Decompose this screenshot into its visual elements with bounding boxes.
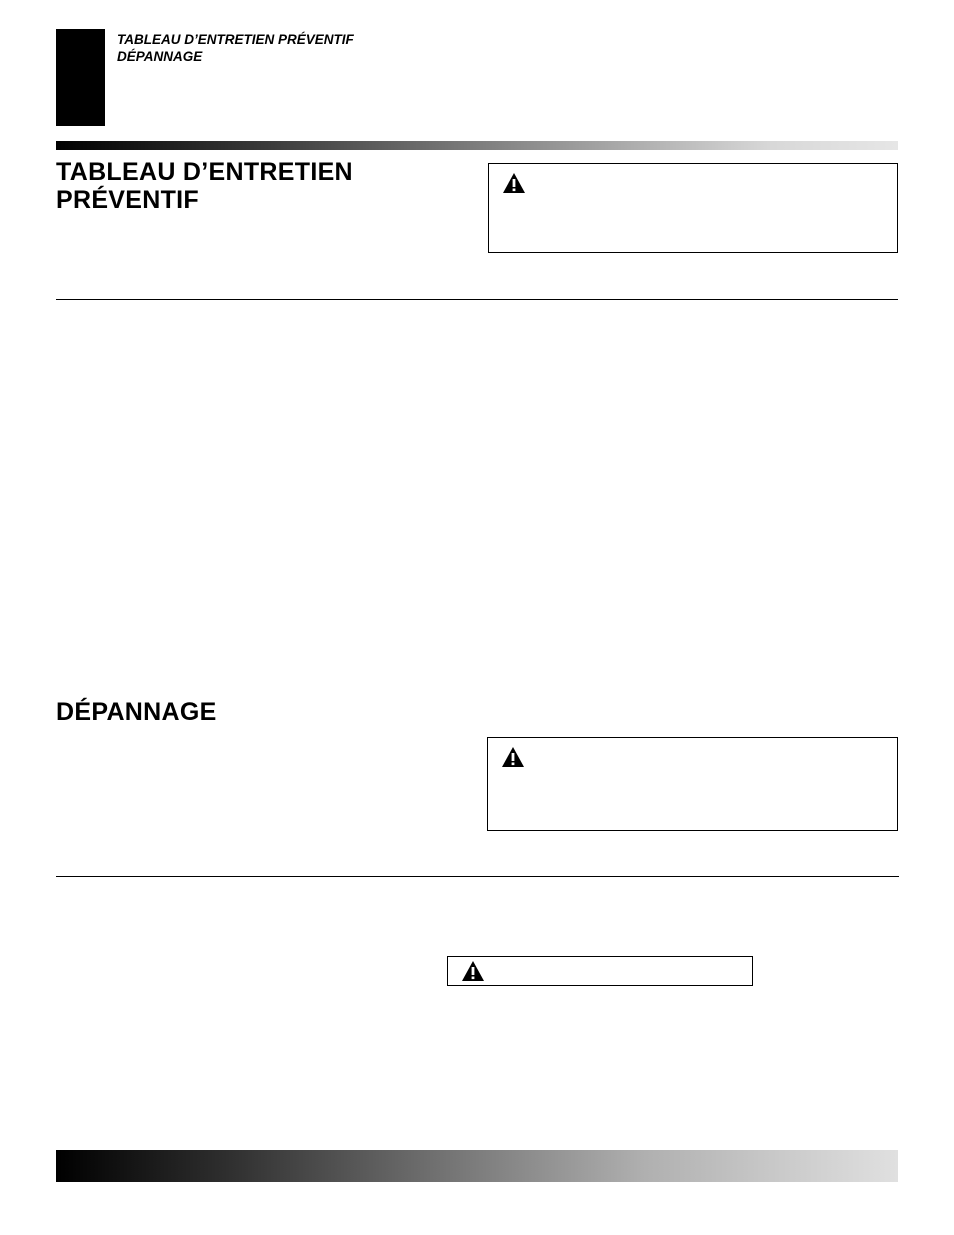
running-header-line-1: TABLEAU D’ENTRETIEN PRÉVENTIF	[117, 32, 354, 47]
section-divider-2	[56, 876, 899, 877]
warning-triangle-icon	[501, 746, 525, 768]
warning-triangle-icon	[461, 960, 485, 982]
top-gradient-bar	[56, 141, 898, 150]
maintenance-section-title: TABLEAU D’ENTRETIEN PRÉVENTIF	[56, 158, 353, 214]
running-header	[117, 31, 354, 65]
warning-triangle-icon	[502, 172, 526, 194]
running-header-line-2: DÉPANNAGE	[117, 49, 203, 64]
bottom-gradient-bar	[56, 1150, 898, 1182]
section-divider-1	[56, 299, 898, 300]
troubleshooting-warning-box	[487, 737, 898, 831]
table-warning-box	[447, 956, 753, 986]
maintenance-warning-box	[488, 163, 898, 253]
troubleshooting-section-title: DÉPANNAGE	[56, 698, 217, 726]
black-page-tab	[56, 29, 105, 126]
